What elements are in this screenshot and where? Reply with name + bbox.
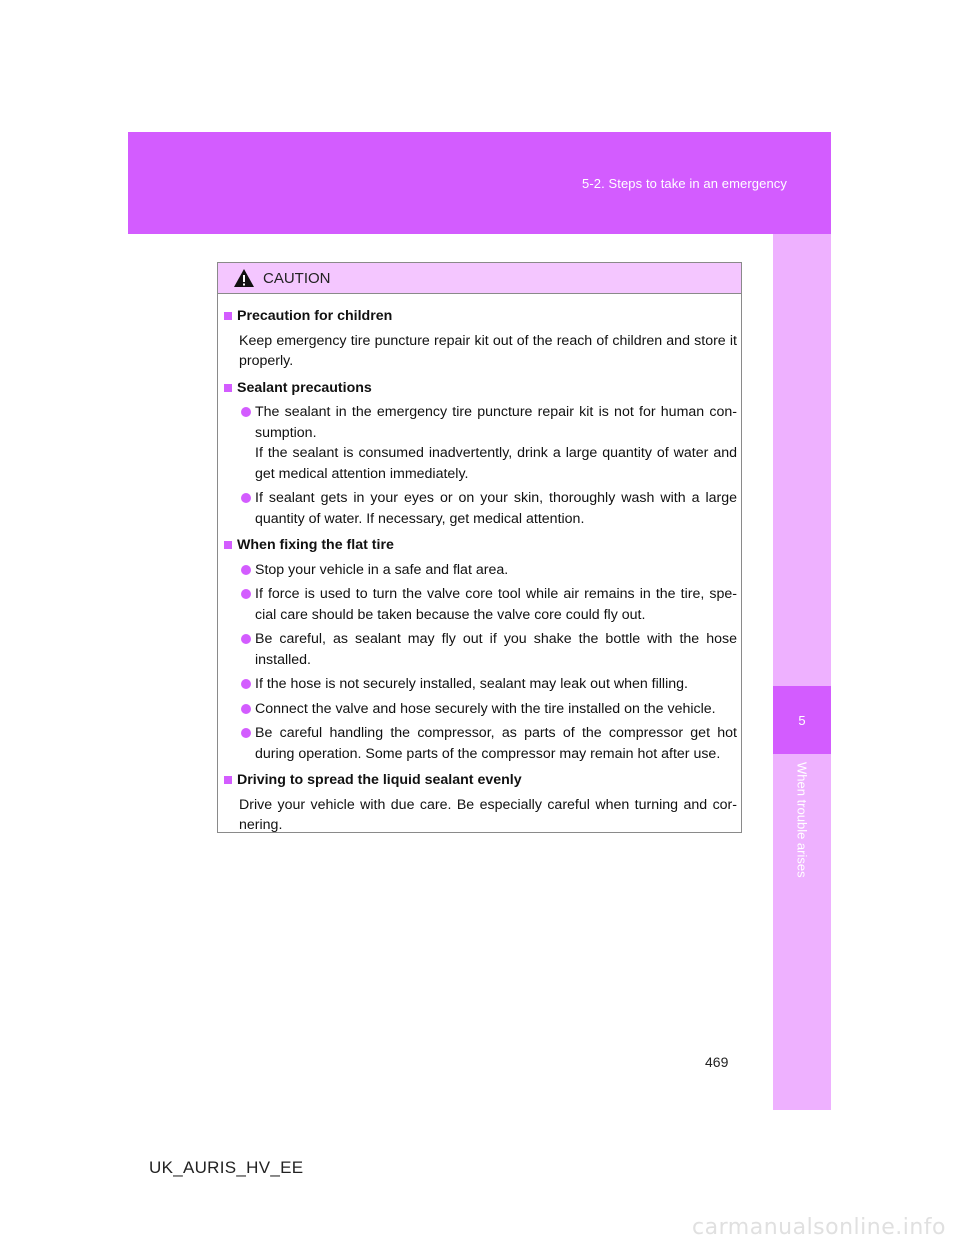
list-item: Be careful, as sealant may fly out if you shake the bottle with the hose installed. — [255, 629, 737, 670]
warning-triangle-icon — [233, 268, 255, 288]
round-bullet-icon — [241, 634, 251, 644]
section-title: Driving to spread the liquid sealant evenly — [224, 770, 737, 791]
section-text: Drive your vehicle with due care. Be especially careful when turning and cor-nering. — [239, 796, 737, 833]
document-code: UK_AURIS_HV_EE — [149, 1158, 304, 1177]
round-bullet-icon — [241, 704, 251, 714]
chapter-side-tab — [773, 234, 831, 1110]
square-bullet-icon — [224, 541, 232, 549]
list-item: Connect the valve and hose securely with the tire installed on the vehicle. — [255, 699, 737, 720]
section-text: Keep emergency tire puncture repair kit out of the reach of children and store it properly. — [239, 332, 737, 369]
section-header: 5-2. Steps to take in an emergency — [581, 176, 787, 191]
round-bullet-icon — [241, 407, 251, 417]
round-bullet-icon — [241, 589, 251, 599]
list-item: If sealant gets in your eyes or on your skin, thoroughly wash with a large quantity of water. If necessary, get medical attention. — [255, 488, 737, 529]
chapter-label: When trouble arises — [794, 762, 810, 878]
header-band — [128, 132, 831, 234]
caution-title: CAUTION — [263, 269, 331, 287]
section-title: When fixing the flat tire — [224, 535, 737, 556]
caution-box — [217, 262, 742, 833]
watermark — [0, 1213, 960, 1242]
section-title: Sealant precautions — [224, 378, 737, 399]
caution-body — [218, 294, 741, 836]
list-item: If the hose is not securely installed, sealant may leak out when filling. — [255, 674, 737, 695]
page-number: 469 — [705, 1054, 729, 1070]
square-bullet-icon — [224, 384, 232, 392]
list-item: If force is used to turn the valve core tool while air remains in the tire, spe-cial care should be taken because the valve core could fly out. — [255, 584, 737, 625]
square-bullet-icon — [224, 312, 232, 320]
round-bullet-icon — [241, 493, 251, 503]
round-bullet-icon — [241, 679, 251, 689]
round-bullet-icon — [241, 565, 251, 575]
section-title: Precaution for children — [224, 306, 737, 327]
caution-header — [218, 263, 741, 294]
list-item: Stop your vehicle in a safe and flat area. — [255, 560, 737, 581]
round-bullet-icon — [241, 728, 251, 738]
watermark-text: carmanualsonline.info — [692, 1215, 946, 1240]
list-item: Be careful handling the compressor, as parts of the compressor get hot during operation. Some parts of the compressor may remain hot after use. — [255, 723, 737, 764]
list-item: The sealant in the emergency tire puncture repair kit is not for human con-sumption. If the sealant is consumed inadvertently, drink a large quantity of water and get medical attention immediately. — [255, 402, 737, 484]
square-bullet-icon — [224, 776, 232, 784]
chapter-number: 5 — [773, 686, 831, 754]
